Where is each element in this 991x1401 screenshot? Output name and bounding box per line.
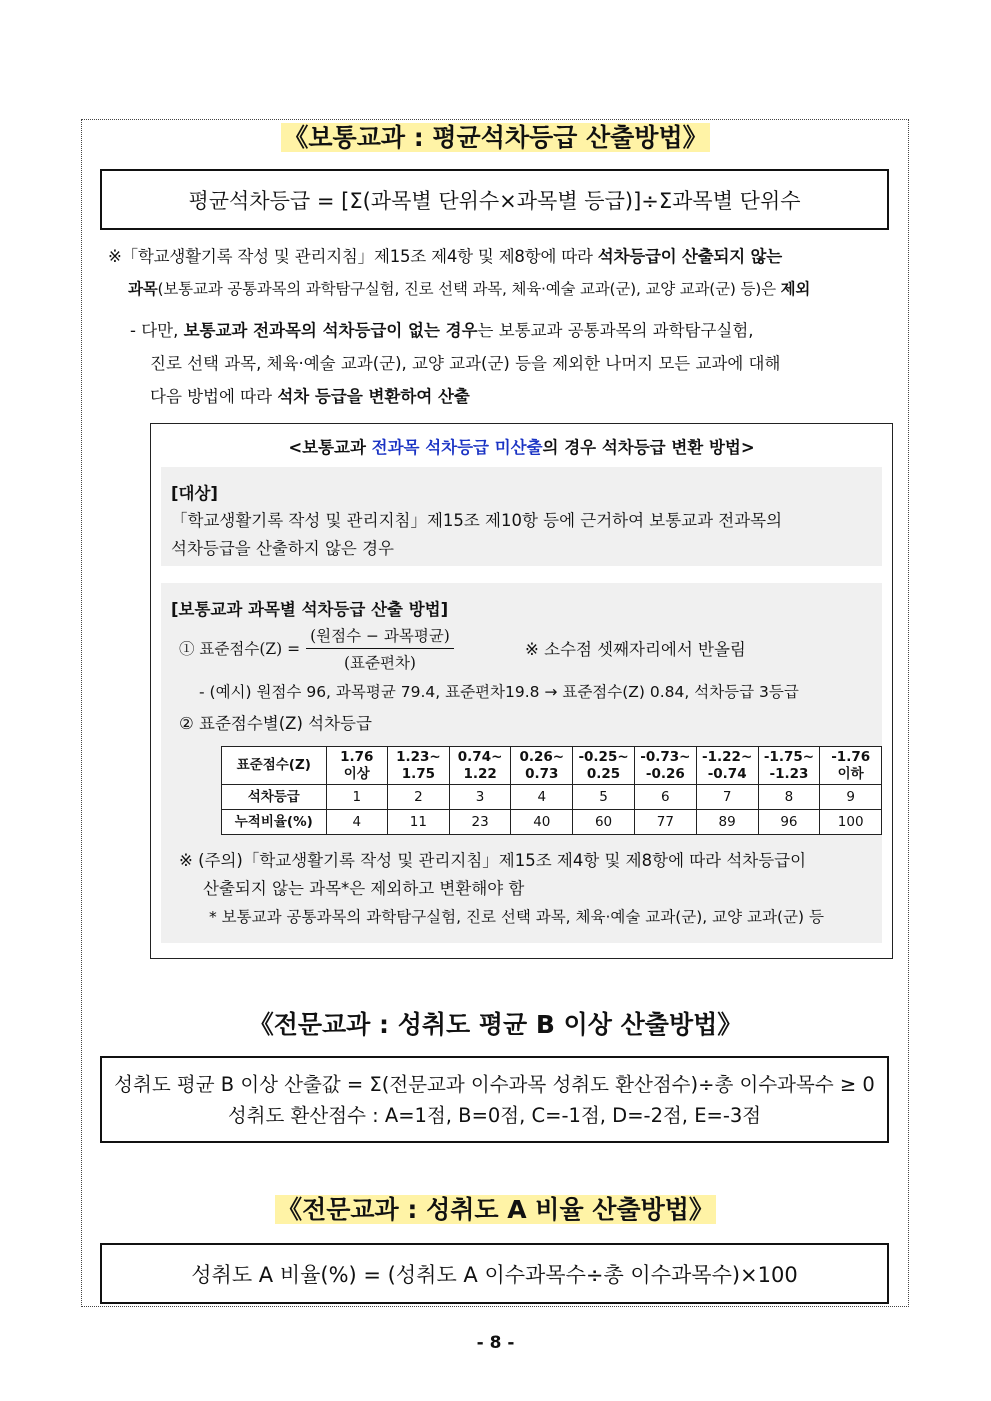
cumulative-cell: 40 bbox=[511, 810, 573, 835]
page-number: - 8 - bbox=[476, 1333, 515, 1353]
cumulative-cell: 23 bbox=[449, 810, 511, 835]
target-heading: [대상] bbox=[171, 484, 218, 503]
method-panel bbox=[161, 583, 882, 943]
table-row bbox=[222, 747, 882, 785]
cumulative-cell: 11 bbox=[388, 810, 450, 835]
z-range-cell: -0.73~ -0.26 bbox=[634, 747, 696, 785]
grade-cell: 1 bbox=[326, 785, 387, 810]
grade-cell: 4 bbox=[511, 785, 573, 810]
row-head-z: 표준점수(Z) bbox=[222, 747, 327, 785]
cumulative-cell: 60 bbox=[573, 810, 635, 835]
z-range-cell: 1.76 이상 bbox=[326, 747, 387, 785]
z-range-cell: 1.23~ 1.75 bbox=[388, 747, 450, 785]
grade-cell: 3 bbox=[449, 785, 511, 810]
caution-line-2: 산출되지 않는 과목*은 제외하고 변환해야 함 bbox=[203, 879, 525, 898]
average-grade-formula-box bbox=[100, 169, 889, 230]
z-range-cell: -0.25~ 0.25 bbox=[573, 747, 635, 785]
cumulative-cell: 77 bbox=[634, 810, 696, 835]
row-head-grade: 석차등급 bbox=[222, 785, 327, 810]
row-head-cumulative: 누적비율(%) bbox=[222, 810, 327, 835]
grade-cell: 9 bbox=[820, 785, 882, 810]
section-title-average-grade: 《보통교과 : 평균석차등급 산출방법》 bbox=[283, 123, 708, 152]
example-line: - (예시) 원점수 96, 과목평균 79.4, 표준편차19.8 → 표준점수(Z) 0.84, 석차등급 3등급 bbox=[199, 683, 799, 701]
z-range-cell: -1.76 이하 bbox=[820, 747, 882, 785]
grade-conversion-box bbox=[150, 423, 893, 959]
cumulative-cell: 89 bbox=[696, 810, 758, 835]
grade-cell: 7 bbox=[696, 785, 758, 810]
table-row bbox=[222, 785, 882, 810]
standard-score-fraction: $\frac{\text{(원점수 − 과목평균)}}{\text{(표준편차)}}$ bbox=[306, 624, 454, 673]
conversion-score-rule: 성취도 환산점수 : A=1점, B=0점, C=-1점, D=-2점, E=-3점 bbox=[227, 1103, 762, 1127]
step2-label: ② 표준점수별(Z) 석차등급 bbox=[179, 714, 372, 733]
note-excluded-subjects: ※「학교생활기록 작성 및 관리지침」제15조 제4항 및 제8항에 따라 석차등급이 산출되지 않는 과목(보통교과 공통과목의 과학탐구실험, 진로 선택 과목, 체육·예술 교과(군), 교양 교과(군) 등)은 제외 bbox=[108, 247, 811, 298]
grade-cell: 2 bbox=[388, 785, 450, 810]
b-average-formula-box bbox=[100, 1056, 889, 1143]
caution-line-1: ※ (주의)「학교생활기록 작성 및 관리지침」제15조 제4항 및 제8항에 따라 석차등급이 bbox=[179, 851, 807, 870]
grade-cell: 6 bbox=[634, 785, 696, 810]
z-range-cell: -1.75~ -1.23 bbox=[758, 747, 820, 785]
target-line-2: 석차등급을 산출하지 않은 경우 bbox=[171, 539, 394, 558]
b-average-formula: 성취도 평균 B 이상 산출값 = Σ(전문교과 이수과목 성취도 환산점수)÷총 이수과목수 ≥ 0 bbox=[114, 1072, 875, 1096]
grade-cell: 5 bbox=[573, 785, 635, 810]
cumulative-cell: 100 bbox=[820, 810, 882, 835]
rounding-note: ※ 소수점 셋째자리에서 반올림 bbox=[525, 640, 746, 659]
target-line-1: 「학교생활기록 작성 및 관리지침」제15조 제10항 등에 근거하여 보통교과 전과목의 bbox=[171, 511, 783, 530]
a-ratio-formula-box bbox=[100, 1243, 889, 1304]
target-panel bbox=[161, 467, 882, 566]
method-heading: [보통교과 과목별 석차등급 산출 방법] bbox=[171, 600, 449, 619]
caution-line-3: * 보통교과 공통과목의 과학탐구실험, 진로 선택 과목, 체육·예술 교과(군), 교양 교과(군) 등 bbox=[209, 908, 824, 926]
cumulative-cell: 96 bbox=[758, 810, 820, 835]
standard-score-grade-table bbox=[221, 746, 882, 835]
section-title-a-ratio: 《전문교과 : 성취도 A 비율 산출방법》 bbox=[277, 1195, 714, 1224]
table-row bbox=[222, 810, 882, 835]
section-title-b-average: 《전문교과 : 성취도 평균 B 이상 산출방법》 bbox=[248, 1010, 743, 1039]
z-range-cell: 0.26~ 0.73 bbox=[511, 747, 573, 785]
grade-conversion-title: <보통교과 전과목 석차등급 미산출의 경우 석차등급 변환 방법> bbox=[288, 438, 755, 457]
standard-score-formula: ① 표준점수(Z) = $\frac{\text{(원점수 − 과목평균)}}{\text{(표준편차)}}$ bbox=[179, 623, 454, 673]
note-no-grade-case: - 다만, 보통교과 전과목의 석차등급이 없는 경우는 보통교과 공통과목의 과학탐구실험, 진로 선택 과목, 체육·예술 교과(군), 교양 교과(군) 등을 제외한 나머지 모든 교과에 대해 다음 방법에 따라 석차 등급을 변환하여 산출 bbox=[130, 321, 781, 406]
grade-cell: 8 bbox=[758, 785, 820, 810]
z-range-cell: 0.74~ 1.22 bbox=[449, 747, 511, 785]
a-ratio-formula: 성취도 A 비율(%) = (성취도 A 이수과목수÷총 이수과목수)×100 bbox=[191, 1262, 798, 1287]
z-range-cell: -1.22~ -0.74 bbox=[696, 747, 758, 785]
average-grade-formula: 평균석차등급 = [Σ(과목별 단위수×과목별 등급)]÷Σ과목별 단위수 bbox=[188, 188, 801, 213]
cumulative-cell: 4 bbox=[326, 810, 387, 835]
